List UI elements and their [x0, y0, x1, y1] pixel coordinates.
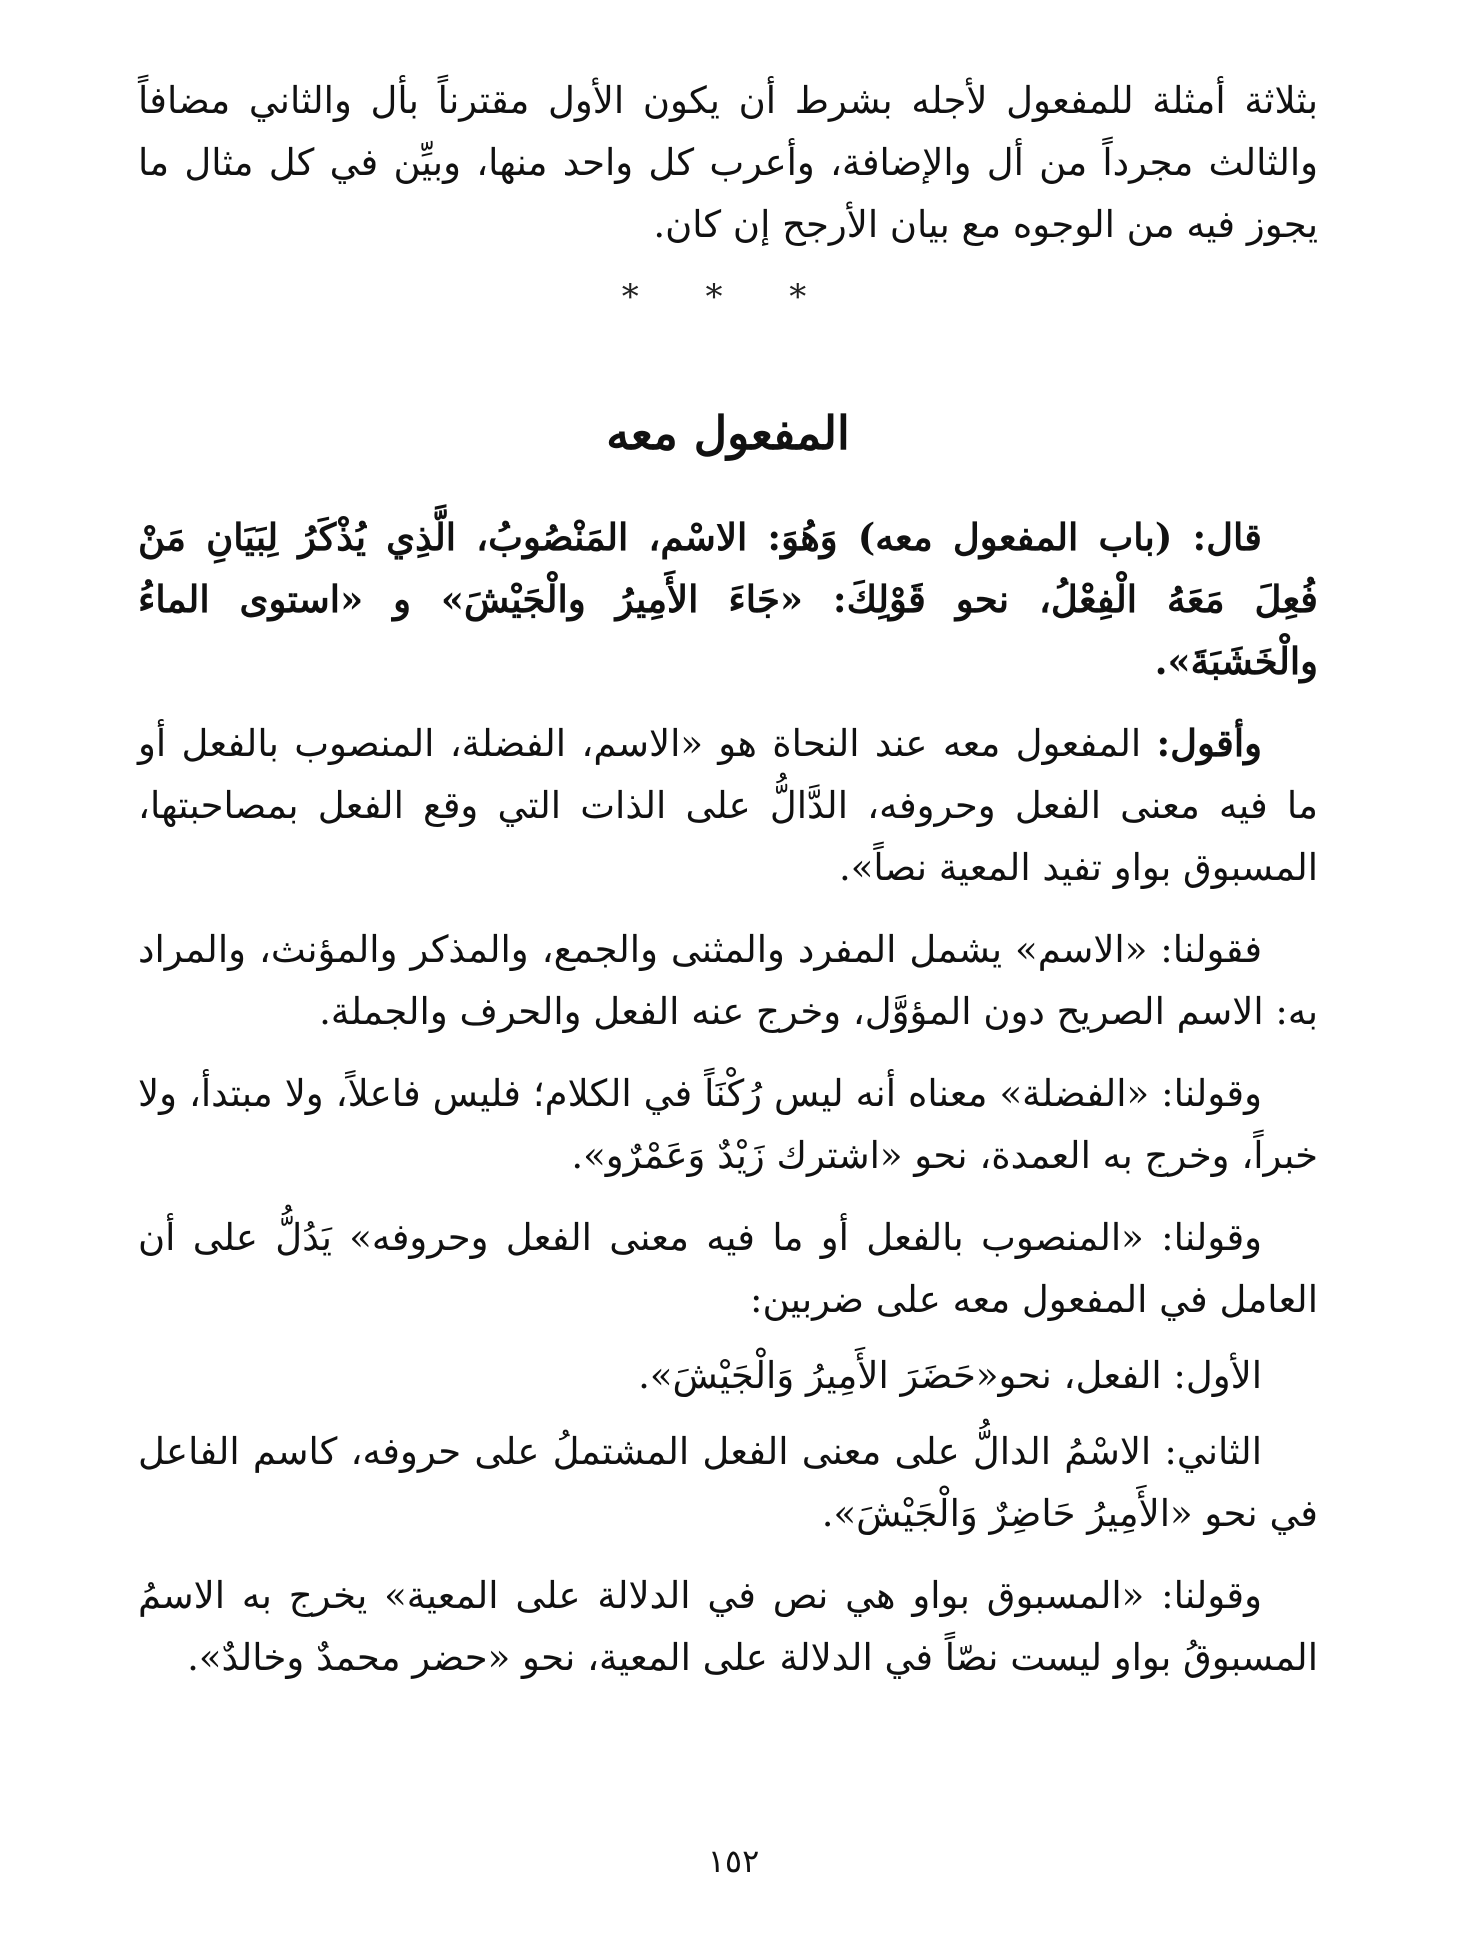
matn-text: (باب المفعول معه) وَهُوَ: الاسْم، المَنْصُوبُ، الَّذِي يُذْكَرُ لِبَيَانِ مَنْ فُعِلَ مَعَهُ الْفِعْلُ، نحو قَوْلِكَ: «جَاءَ الأَمِيرُ والْجَيْشَ» و «استوى الماءُ والْخَشَبَةَ». — [138, 515, 1318, 683]
sharh-lead: وأقول: — [1156, 721, 1262, 765]
intro-paragraph: بثلاثة أمثلة للمفعول لأجله بشرط أن يكون الأول مقترناً بأل والثاني مضافاً والثالث مجرداً من أل والإضافة، وأعرب كل واحد منها، وبيِّن في كل مثال ما يجوز فيه من الوجوه مع بيان الأرجح إن كان. — [138, 79, 1318, 246]
paragraph-second-type: الثاني: الاسْمُ الدالُّ على معنى الفعل المشتملُ على حروفه، كاسم الفاعل في نحو «الأَمِيرُ حَاضِرٌ وَالْجَيْشَ». — [138, 1430, 1318, 1535]
matn-lead: قال: — [1192, 515, 1262, 559]
paragraph-ism: فقولنا: «الاسم» يشمل المفرد والمثنى والجمع، والمذكر والمؤنث، والمراد به: الاسم الصريح دون المؤوَّل، وخرج عنه الفعل والحرف والجملة. — [138, 928, 1318, 1033]
page-number: ١٥٢ — [707, 1842, 760, 1880]
paragraph-masbuq: وقولنا: «المسبوق بواو هي نص في الدلالة على المعية» يخرج به الاسمُ المسبوقُ بواو ليست نصّاً في الدلالة على المعية، نحو «حضر محمدٌ وخالدٌ». — [138, 1574, 1318, 1679]
section-title: المفعول معه — [606, 406, 850, 460]
sharh-paragraph — [138, 712, 1318, 899]
sharh-text: المفعول معه عند النحاة هو «الاسم، الفضلة، المنصوب بالفعل أو ما فيه معنى الفعل وحروفه، الدَّالُّ على الذات التي وقع الفعل بمصاحبتها، المسبوق بواو تفيد المعية نصاً». — [138, 722, 1318, 889]
section-separator: * * * — [621, 277, 835, 317]
paragraph-fadla: وقولنا: «الفضلة» معناه أنه ليس رُكْنَاً في الكلام؛ فليس فاعلاً، ولا مبتدأ، ولا خبراً، وخرج به العمدة، نحو «اشترك زَيْدٌ وَعَمْرٌو». — [138, 1072, 1318, 1177]
paragraph-first-type: الأول: الفعل، نحو«حَضَرَ الأَمِيرُ وَالْجَيْشَ». — [638, 1354, 1262, 1397]
matn-paragraph — [138, 506, 1318, 692]
paragraph-mansub: وقولنا: «المنصوب بالفعل أو ما فيه معنى الفعل وحروفه» يَدُلُّ على أن العامل في المفعول معه على ضربين: — [138, 1216, 1318, 1321]
page-body — [138, 70, 1318, 1689]
